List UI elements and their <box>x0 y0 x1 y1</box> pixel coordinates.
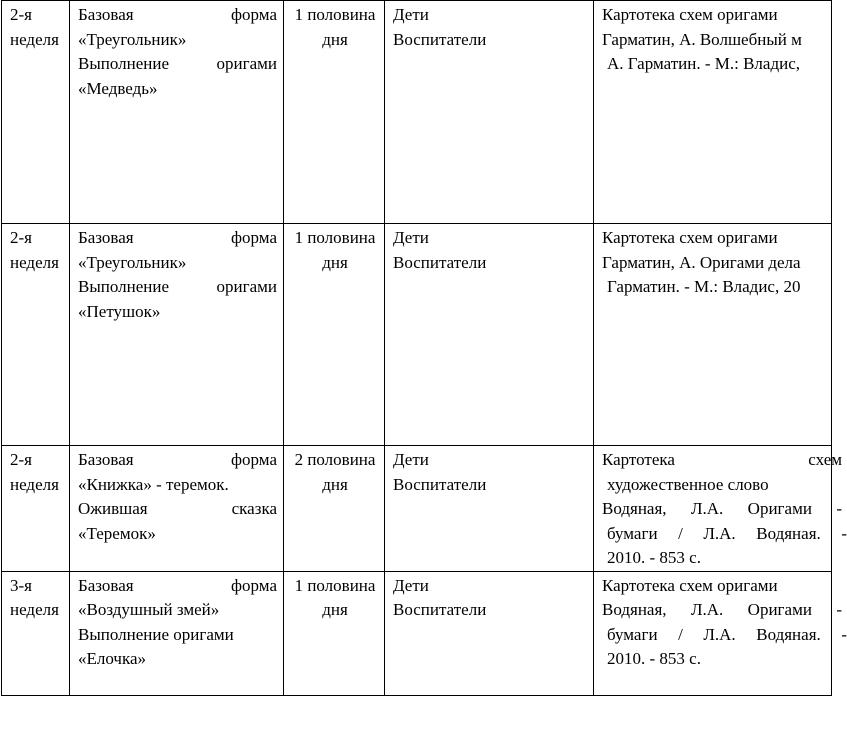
literature-line: бумаги / Л.А. Водяная. - <box>607 624 847 644</box>
activity-line: «Треугольник» <box>78 252 187 272</box>
week-number: 3-я <box>10 575 32 595</box>
time-unit: дня <box>322 252 348 272</box>
literature-line: А. Гарматин. - М.: Владис, <box>607 54 801 73</box>
literature-line: Картотека схем оригами <box>602 228 778 247</box>
time-cell <box>284 446 385 572</box>
table-row <box>2 1 832 224</box>
activity-line: Ожившая сказка <box>78 499 277 518</box>
time-part: 1 половина <box>294 228 376 247</box>
activity-cell <box>70 224 284 446</box>
week-label: неделя <box>10 474 59 494</box>
week-number: 2-я <box>10 450 32 469</box>
activity-line: Выполнение оригами <box>78 624 234 644</box>
time-part: 1 половина <box>294 575 376 595</box>
week-cell <box>2 224 70 446</box>
participant: Дети <box>393 575 429 595</box>
literature-line: Картотека схем оригами <box>602 5 778 24</box>
literature-line: Гарматин, А. Волшебный м <box>602 29 802 49</box>
time-cell <box>284 1 385 224</box>
time-unit: дня <box>322 29 348 49</box>
participants-cell <box>385 224 594 446</box>
activity-line: «Воздушный змей» <box>78 600 220 619</box>
literature-line: бумаги / Л.А. Водяная. - <box>607 523 847 543</box>
table-row <box>2 224 832 446</box>
time-part: 1 половина <box>294 5 376 24</box>
week-label: неделя <box>10 29 59 49</box>
table-row <box>2 446 832 572</box>
plan-table <box>1 0 847 696</box>
participant: Дети <box>393 450 429 469</box>
time-cell <box>284 224 385 446</box>
week-number: 2-я <box>10 228 32 247</box>
participant: Воспитатели <box>393 29 487 49</box>
literature-line: Водяная, Л.А. Оригами - <box>602 600 842 619</box>
activity-line: «Теремок» <box>78 523 156 543</box>
activity-line: Базовая форма <box>78 5 277 24</box>
literature-line: художественное слово <box>607 474 769 494</box>
activity-line: «Книжка» - теремок. <box>78 474 229 494</box>
literature-cell <box>594 1 832 224</box>
table-row <box>2 571 832 695</box>
literature-cell <box>594 446 847 572</box>
page-bottom-margin <box>0 694 816 731</box>
activity-line: Базовая форма <box>78 228 277 247</box>
activity-line: «Петушок» <box>78 301 161 321</box>
participant: Воспитатели <box>393 600 487 619</box>
literature-line: Гарматин, А. Оригами дела <box>602 252 801 272</box>
literature-line: Гарматин. - М.: Владис, 20 <box>607 277 801 296</box>
activity-line: «Елочка» <box>78 649 147 668</box>
week-cell <box>2 571 70 695</box>
activity-line: Базовая форма <box>78 575 277 595</box>
activity-line: «Треугольник» <box>78 29 187 49</box>
week-label: неделя <box>10 252 59 272</box>
literature-line: 2010. - 853 с. <box>607 649 701 668</box>
participants-cell <box>385 571 594 695</box>
participant: Воспитатели <box>393 252 487 272</box>
activity-line: Выполнение оригами <box>78 277 277 296</box>
time-unit: дня <box>322 600 348 619</box>
activity-line: Базовая форма <box>78 450 277 469</box>
week-cell <box>2 1 70 224</box>
activity-line: «Медведь» <box>78 78 158 98</box>
literature-line: Водяная, Л.А. Оригами - <box>602 499 842 518</box>
time-cell <box>284 571 385 695</box>
week-label: неделя <box>10 600 59 619</box>
participant: Дети <box>393 5 429 24</box>
literature-cell <box>594 571 847 695</box>
activity-cell <box>70 446 284 572</box>
literature-line: 2010. - 853 с. <box>607 548 701 567</box>
activity-cell <box>70 571 284 695</box>
week-number: 2-я <box>10 5 32 24</box>
participants-cell <box>385 1 594 224</box>
literature-line: Картотека схем оригами <box>602 575 778 595</box>
activity-line: Выполнение оригами <box>78 54 277 73</box>
week-cell <box>2 446 70 572</box>
literature-line: Картотека схем <box>602 450 842 469</box>
activity-cell <box>70 1 284 224</box>
time-part: 2 половина <box>294 450 376 469</box>
time-unit: дня <box>322 474 348 494</box>
participants-cell <box>385 446 594 572</box>
literature-cell <box>594 224 832 446</box>
participant: Воспитатели <box>393 474 487 494</box>
participant: Дети <box>393 228 429 247</box>
